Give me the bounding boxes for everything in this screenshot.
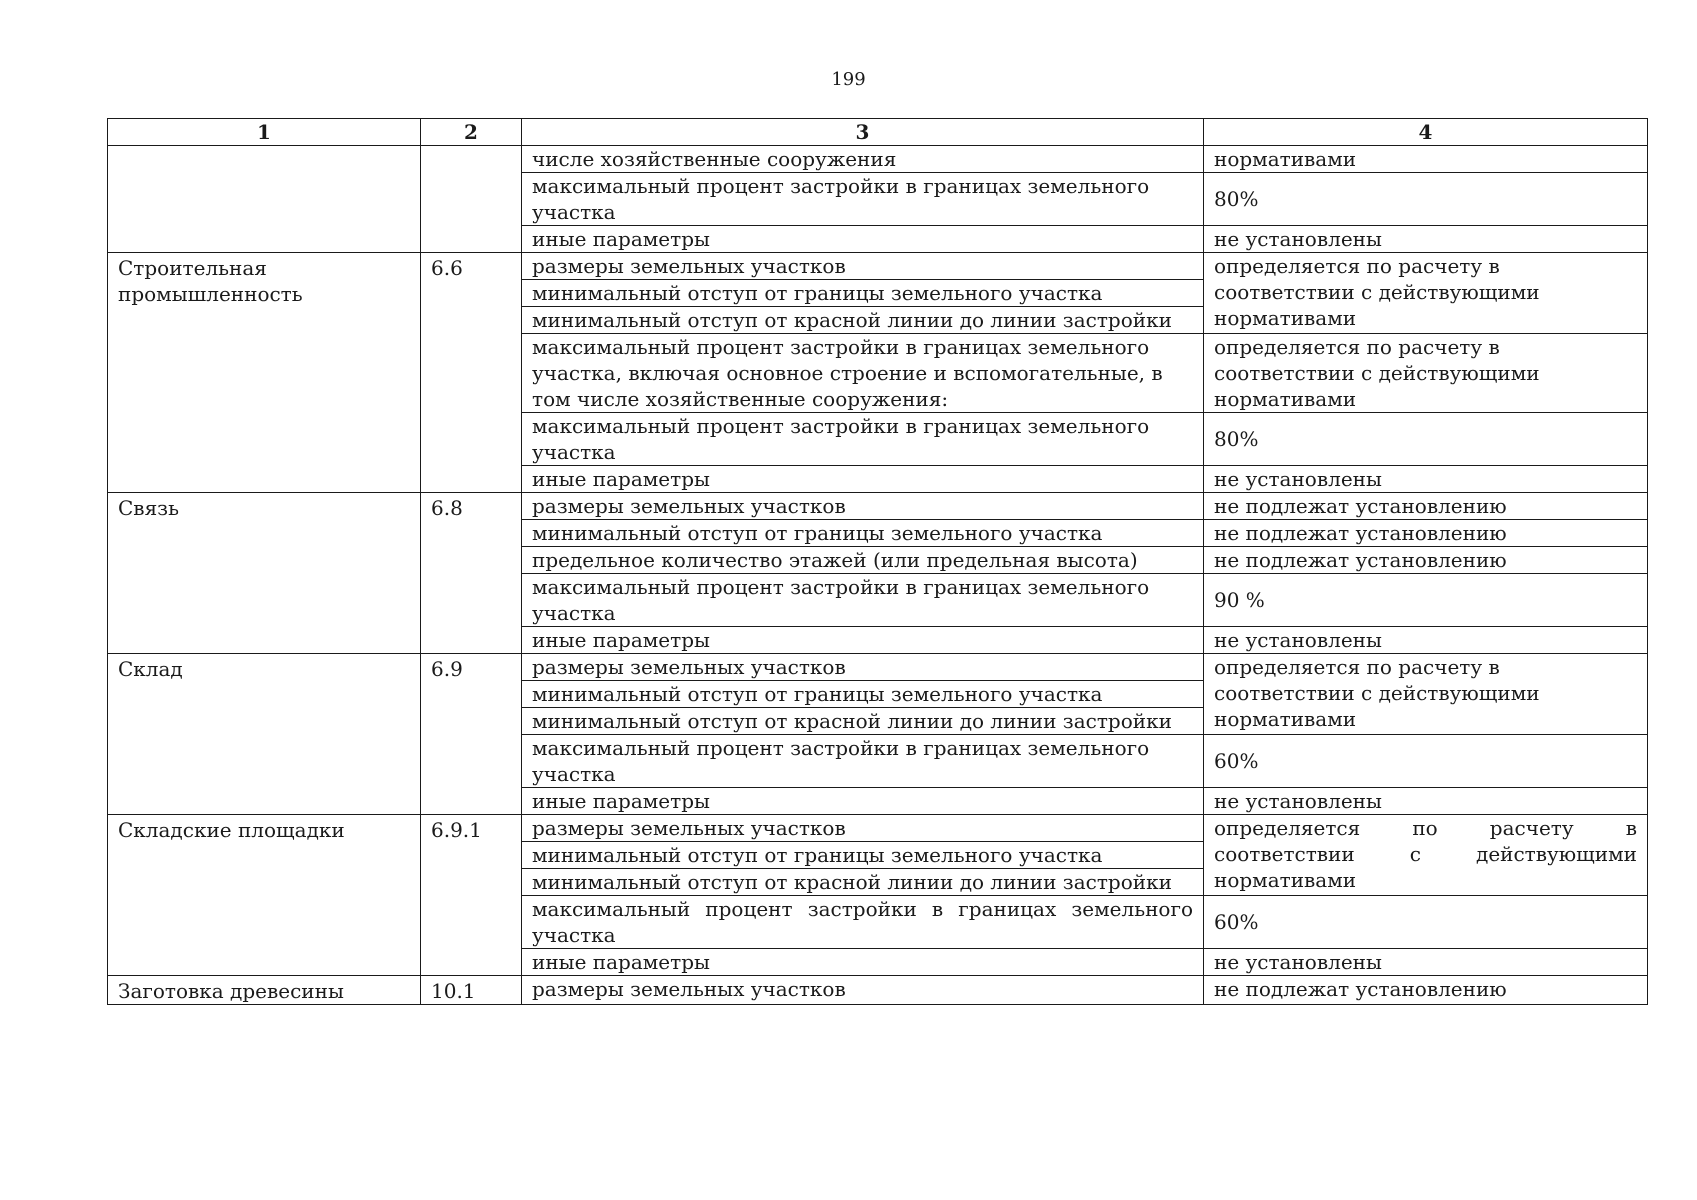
parameter-cell: размеры земельных участков: [522, 976, 1204, 1005]
value-cell: нормативами: [1204, 146, 1648, 173]
use-name-cell: Связь: [108, 493, 421, 654]
value-cell: не установлены: [1204, 226, 1648, 253]
value-cell: 90 %: [1204, 574, 1648, 627]
value-cell: определяется по расчету в соответствии с действующими нормативами: [1204, 815, 1648, 896]
regulations-table: [107, 118, 1648, 1005]
column-header-4: 4: [1204, 119, 1648, 146]
parameter-cell: иные параметры: [522, 627, 1204, 654]
parameter-cell: максимальный процент застройки в границах земельного участка: [522, 896, 1204, 949]
value-cell: не установлены: [1204, 627, 1648, 654]
use-name-cell: Складские площадки: [108, 815, 421, 976]
table-row: [108, 976, 1648, 1005]
parameter-cell: минимальный отступ от границы земельного участка: [522, 681, 1204, 708]
parameter-cell: минимальный отступ от красной линии до линии застройки: [522, 708, 1204, 735]
parameter-cell: размеры земельных участков: [522, 493, 1204, 520]
use-code-cell: 6.8: [421, 493, 522, 654]
parameter-cell: минимальный отступ от границы земельного участка: [522, 842, 1204, 869]
parameter-cell: минимальный отступ от красной линии до линии застройки: [522, 307, 1204, 334]
table-header-row: [108, 119, 1648, 146]
value-cell: не установлены: [1204, 949, 1648, 976]
value-cell: не подлежат установлению: [1204, 547, 1648, 574]
column-header-3: 3: [522, 119, 1204, 146]
table-row: [108, 654, 1648, 681]
table-row: [108, 146, 1648, 173]
parameter-cell: числе хозяйственные сооружения: [522, 146, 1204, 173]
use-name-cell: Склад: [108, 654, 421, 815]
value-cell: определяется по расчету в соответствии с действующими нормативами: [1204, 654, 1648, 735]
value-cell: 80%: [1204, 413, 1648, 466]
value-cell: определяется по расчету в соответствии с действующими нормативами: [1204, 334, 1648, 413]
value-cell: не установлены: [1204, 788, 1648, 815]
use-code-cell: [421, 146, 522, 253]
value-cell: 60%: [1204, 735, 1648, 788]
parameter-cell: максимальный процент застройки в границах земельного участка: [522, 413, 1204, 466]
parameter-cell: иные параметры: [522, 949, 1204, 976]
page-number: 199: [831, 69, 866, 90]
use-code-cell: 6.6: [421, 253, 522, 493]
parameter-cell: максимальный процент застройки в границах земельного участка: [522, 574, 1204, 627]
value-cell: не подлежат установлению: [1204, 520, 1648, 547]
use-code-cell: 6.9.1: [421, 815, 522, 976]
use-name-cell: Строительная промышленность: [108, 253, 421, 493]
use-name-cell: [108, 146, 421, 253]
parameter-cell: размеры земельных участков: [522, 654, 1204, 681]
parameter-cell: максимальный процент застройки в границах земельного участка: [522, 173, 1204, 226]
table-row: [108, 815, 1648, 842]
table-row: [108, 253, 1648, 280]
parameter-cell: иные параметры: [522, 466, 1204, 493]
parameter-cell: максимальный процент застройки в границах земельного участка, включая основное строение и вспомогательные, в том числе хозяйственные сооружения:: [522, 334, 1204, 413]
value-cell: определяется по расчету в соответствии с действующими нормативами: [1204, 253, 1648, 334]
column-header-1: 1: [108, 119, 421, 146]
parameter-cell: иные параметры: [522, 788, 1204, 815]
use-name-cell: Заготовка древесины: [108, 976, 421, 1005]
table-row: [108, 493, 1648, 520]
value-cell: не установлены: [1204, 466, 1648, 493]
parameter-cell: минимальный отступ от границы земельного участка: [522, 280, 1204, 307]
value-cell: не подлежат установлению: [1204, 976, 1648, 1005]
value-cell: не подлежат установлению: [1204, 493, 1648, 520]
parameter-cell: иные параметры: [522, 226, 1204, 253]
parameter-cell: размеры земельных участков: [522, 815, 1204, 842]
value-cell: 80%: [1204, 173, 1648, 226]
parameter-cell: минимальный отступ от красной линии до линии застройки: [522, 869, 1204, 896]
value-cell: 60%: [1204, 896, 1648, 949]
parameter-cell: предельное количество этажей (или предельная высота): [522, 547, 1204, 574]
use-code-cell: 10.1: [421, 976, 522, 1005]
parameter-cell: размеры земельных участков: [522, 253, 1204, 280]
parameter-cell: максимальный процент застройки в границах земельного участка: [522, 735, 1204, 788]
use-code-cell: 6.9: [421, 654, 522, 815]
column-header-2: 2: [421, 119, 522, 146]
parameter-cell: минимальный отступ от границы земельного участка: [522, 520, 1204, 547]
